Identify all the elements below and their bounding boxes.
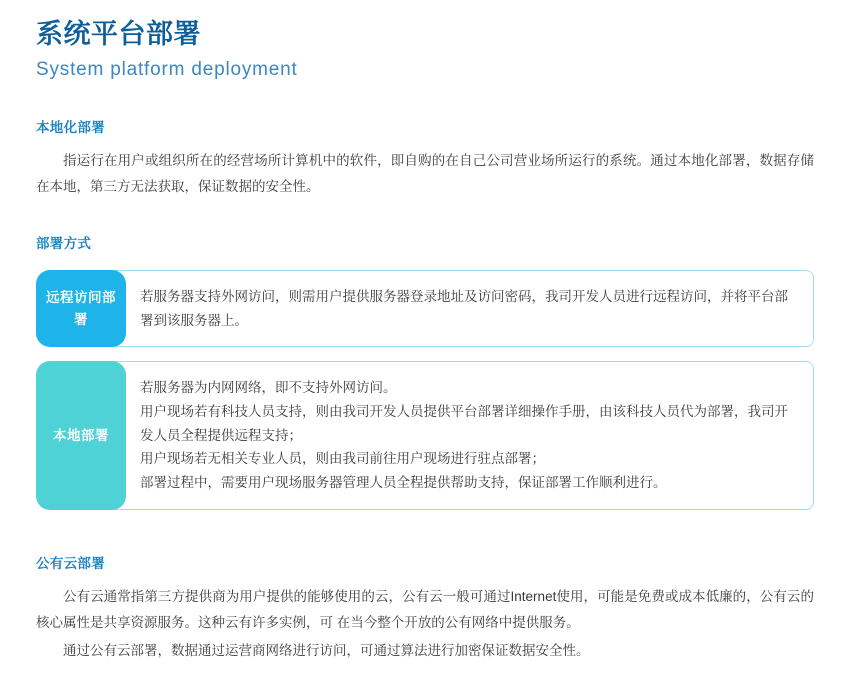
deployment-card-local-line-2: 用户现场若有科技人员支持，则由我司开发人员提供平台部署详细操作手册，由该科技人员代为部署，我司开发人员全程提供远程支持； — [140, 404, 788, 443]
section-heading-deployment: 部署方式 — [36, 236, 92, 252]
deployment-card-local-body — [112, 361, 814, 509]
deployment-card-local-line-3: 用户现场若无相关专业人员，则由我司前往用户现场进行驻点部署； — [140, 451, 545, 467]
section-heading-cloud: 公有云部署 — [36, 555, 105, 571]
deployment-card-remote — [36, 270, 814, 347]
page-title-zh: 系统平台部署 — [36, 19, 201, 49]
section-paragraph-cloud-1: 公有云通常指第三方提供商为用户提供的能够使用的云，公有云一般可通过Internet使用，可能是免费或成本低廉的，公有云的核心属性是共享资源服务。这种云有许多实例，可 在当今整个开放的公有网络中提供服务。 — [36, 588, 814, 630]
deployment-card-local-line-1: 若服务器为内网网络，即不支持外网访问。 — [140, 380, 397, 396]
page-title-en: System platform deployment — [36, 58, 298, 80]
deployment-card-remote-line-1: 若服务器支持外网访问，则需用户提供服务器登录地址及访问密码，我司开发人员进行远程访问，并将平台部署到该服务器上。 — [140, 289, 788, 328]
deployment-card-local-line-4: 部署过程中，需要用户现场服务器管理人员全程提供帮助支持，保证部署工作顺利进行。 — [140, 474, 667, 490]
deployment-card-remote-body — [112, 270, 814, 347]
deployment-card-remote-tab: 远程访问部署 — [36, 270, 126, 347]
section-paragraph-cloud-2: 通过公有云部署，数据通过运营商网络进行访问，可通过算法进行加密保证数据安全性。 — [63, 643, 590, 659]
section-heading-local: 本地化部署 — [36, 119, 105, 135]
deployment-card-local-tab: 本地部署 — [36, 361, 126, 509]
deployment-card-local — [36, 361, 814, 509]
deployment-card-list — [36, 252, 814, 509]
section-paragraph-local: 指运行在用户或组织所在的经营场所计算机中的软件，即自购的在自己公司营业场所运行的系统。通过本地化部署，数据存储在本地，第三方无法获取，保证数据的安全性。 — [36, 152, 814, 194]
